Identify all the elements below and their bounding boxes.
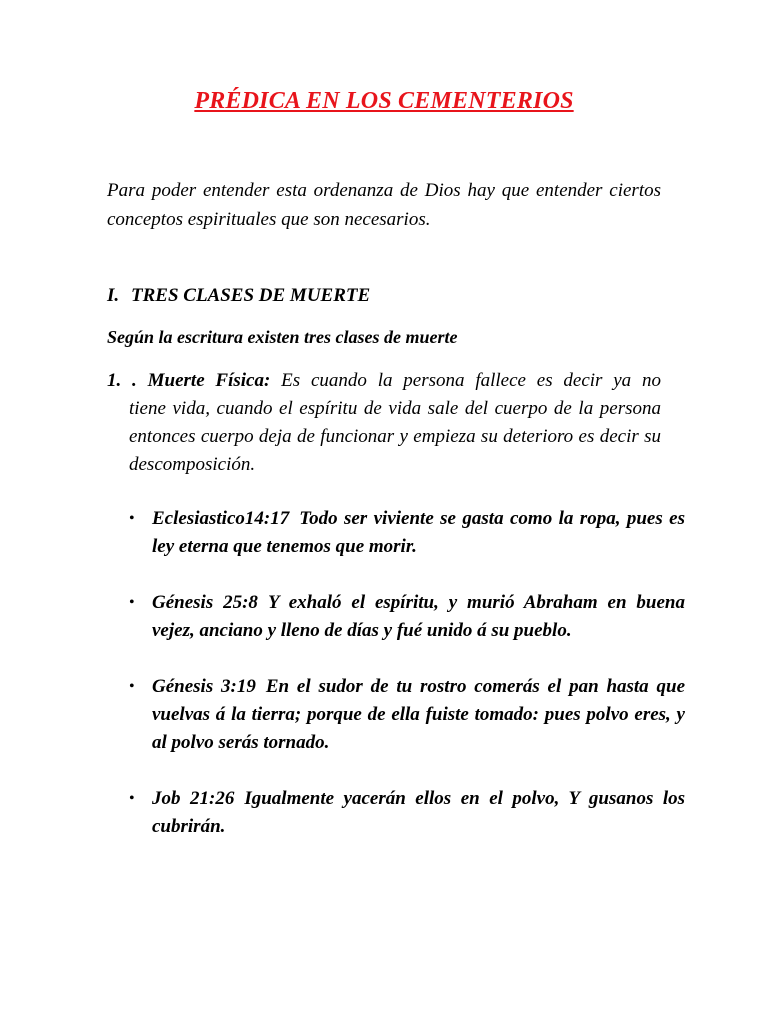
list-item-first-line-text: Es cuando la persona fallece es decir ya no [281, 370, 661, 391]
bullet-item [128, 505, 685, 561]
scripture-reference: Eclesiastico14:17 [152, 508, 290, 529]
list-item-term: Muerte Física: [147, 370, 271, 391]
scripture-reference: Génesis 3:19 [152, 676, 256, 697]
document-title: PRÉDICA EN LOS CEMENTERIOS [194, 88, 574, 114]
list-item-muerte-fisica [107, 367, 661, 479]
scripture-text: Todo ser viviente se gasta como la ropa, pues es ley eterna que tenemos que morir. [152, 508, 685, 557]
bullet-icon: • [129, 510, 135, 527]
scripture-text: Igualmente yacerán ellos en el polvo, Y gusanos los cubrirán. [152, 788, 686, 837]
bullet-item [128, 589, 685, 645]
list-item-number: 1. . [107, 370, 137, 391]
list-item-continuation: tiene vida, cuando el espíritu de vida sale del cuerpo de la persona entonces cuerpo deja de funcionar y empieza su deterioro es decir su descomposición. [129, 398, 661, 475]
section-heading-text: TRES CLASES DE MUERTE [131, 285, 371, 306]
bullet-icon: • [129, 594, 135, 611]
section-number: I. [107, 285, 120, 306]
bullet-icon: • [129, 790, 135, 807]
scripture-reference: Job 21:26 [152, 788, 235, 809]
bullet-icon: • [129, 678, 135, 695]
scripture-text: Y exhaló el espíritu, y murió Abraham en buena vejez, anciano y lleno de días y fué unido á su pueblo. [152, 592, 685, 641]
section-subheading: Según la escritura existen tres clases de muerte [107, 327, 458, 347]
scripture-text: En el sudor de tu rostro comerás el pan hasta que vuelvas á la tierra; porque de ella fuiste tomado: pues polvo eres, y al polvo serás tornado. [152, 676, 685, 753]
intro-paragraph: Para poder entender esta ordenanza de Dios hay que entender ciertos conceptos espirituales que son necesarios. [107, 180, 661, 230]
list-item-first-line [107, 367, 661, 395]
section-heading [107, 285, 370, 307]
bullet-item [128, 785, 685, 841]
bullet-item [128, 673, 685, 757]
scripture-reference: Génesis 25:8 [152, 592, 258, 613]
